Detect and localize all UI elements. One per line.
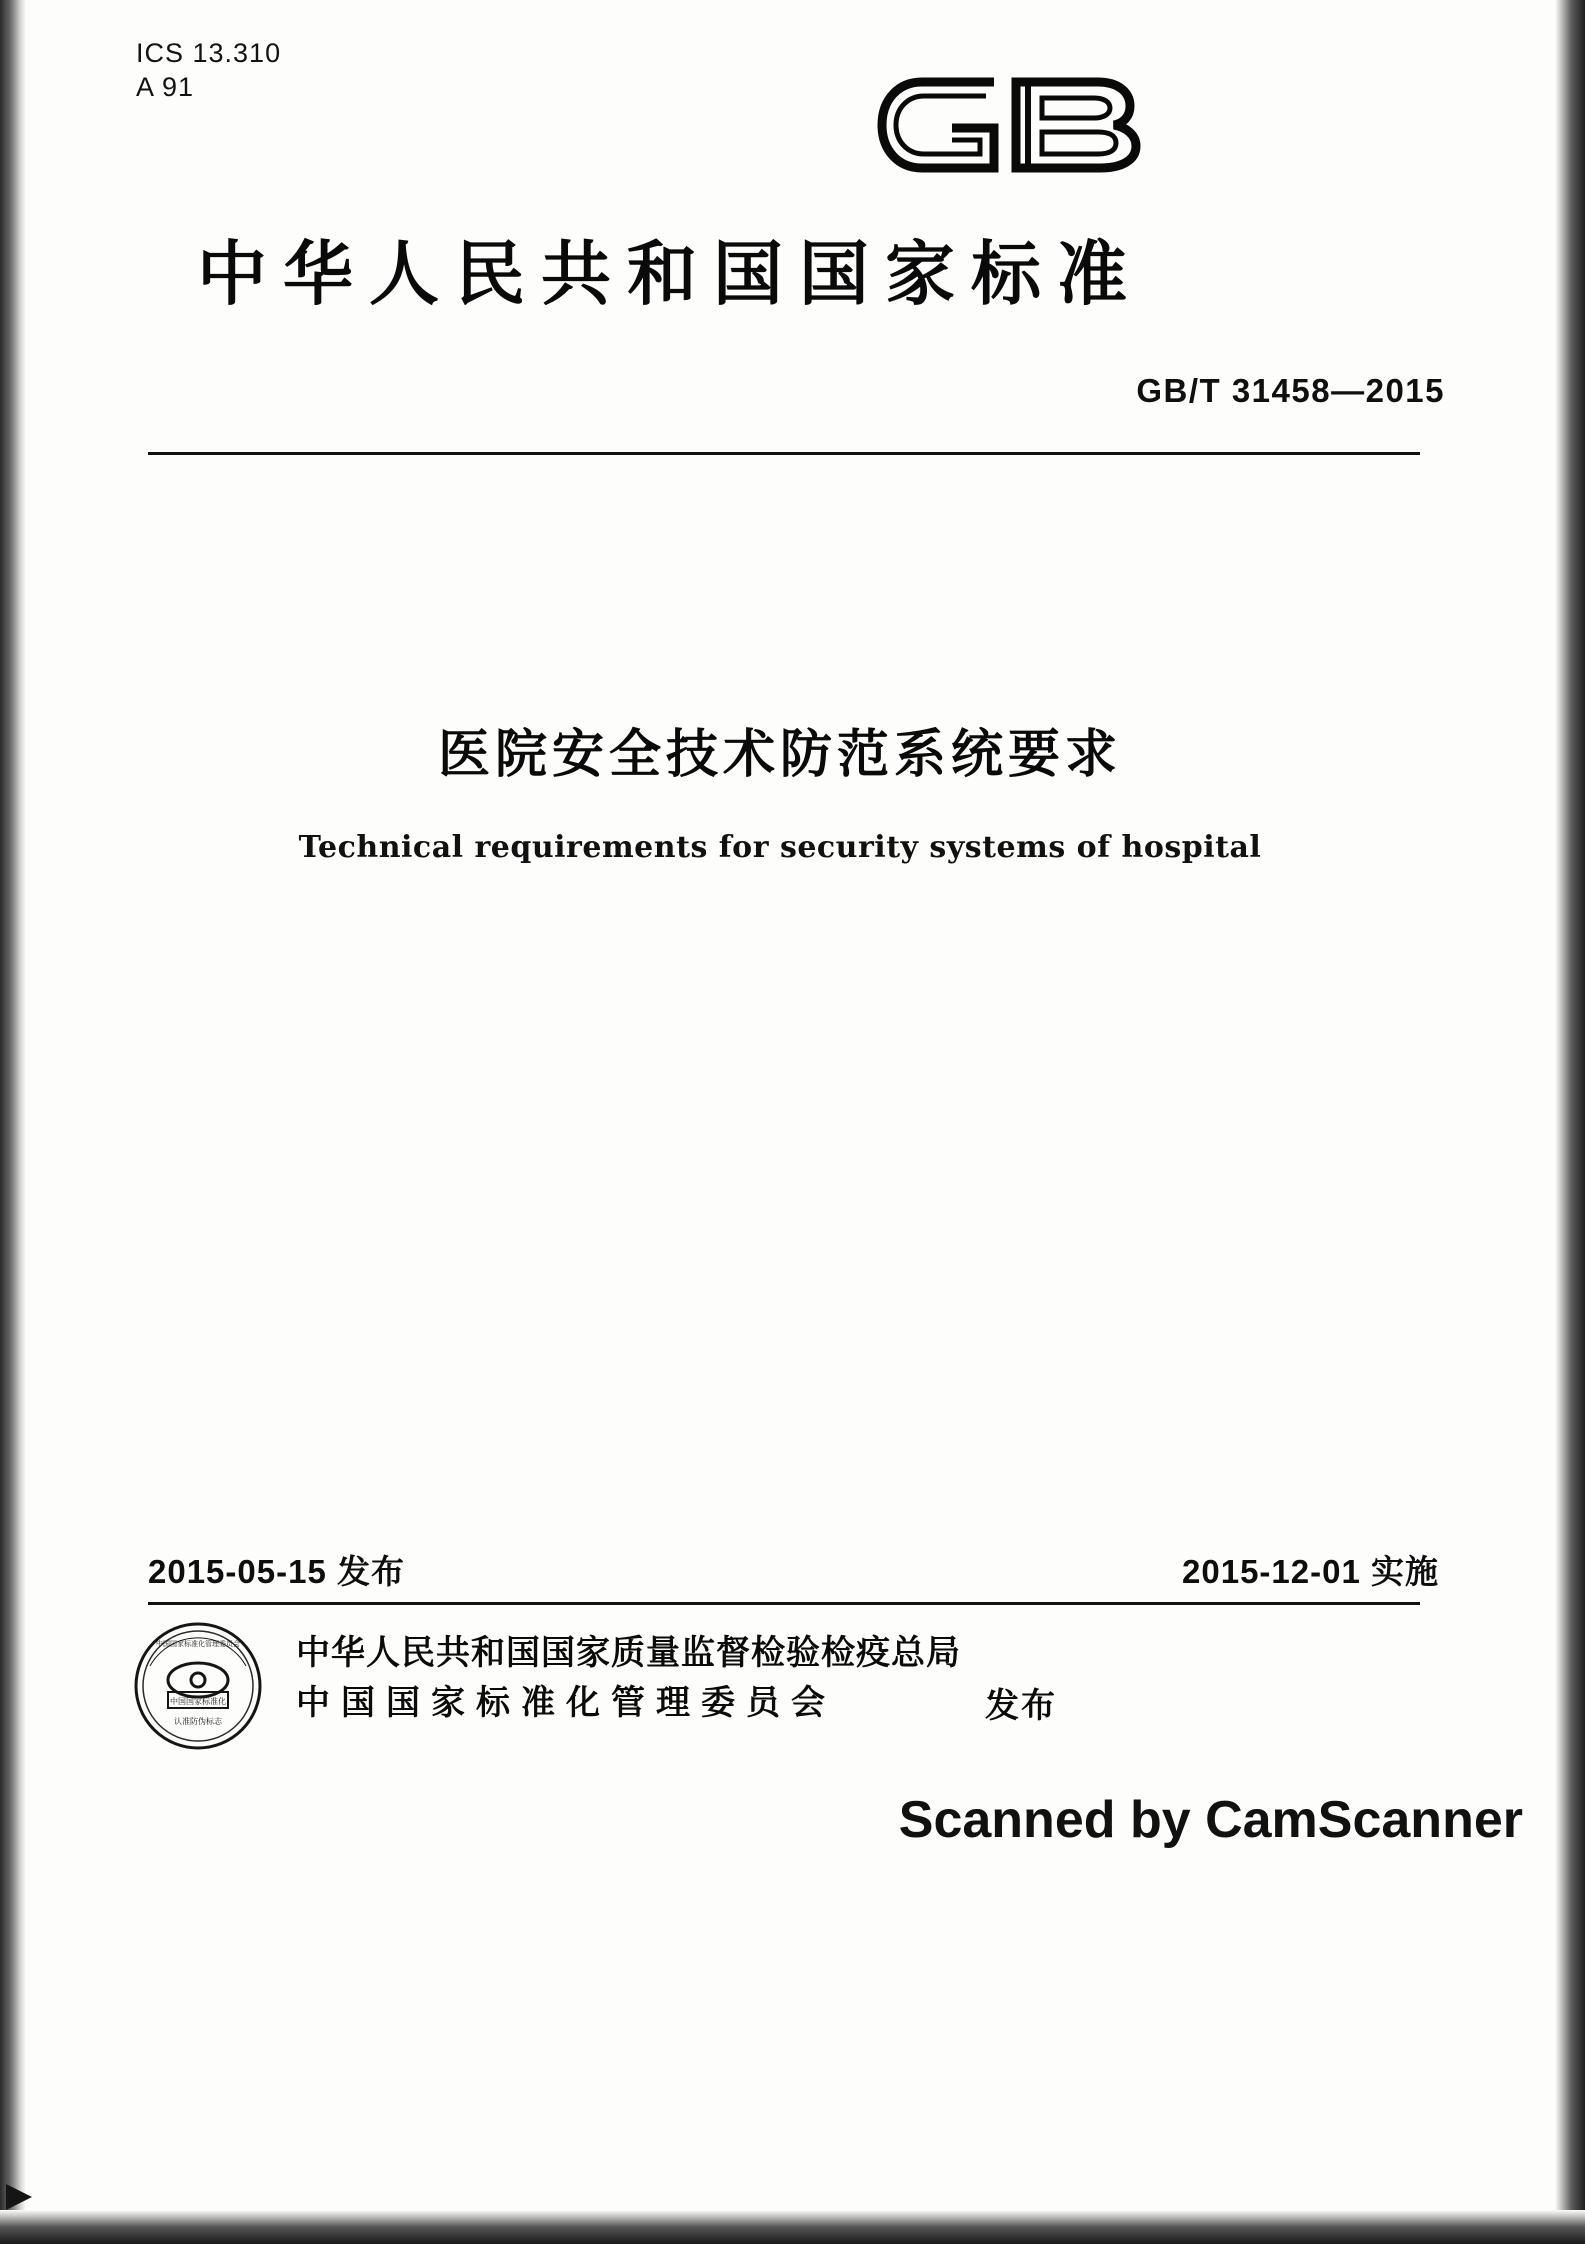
camscanner-watermark: Scanned by CamScanner: [898, 1791, 1523, 1849]
standard-number: GB/T 31458—2015: [1136, 372, 1445, 409]
scan-edge-left: [0, 0, 26, 2244]
ics-classification-block: [136, 36, 281, 104]
gb-emblem-icon: [866, 66, 1156, 184]
publisher-block: [296, 1628, 961, 1728]
header-divider: [148, 452, 1420, 455]
ics-code: ICS 13.310: [136, 38, 282, 68]
scan-edge-bottom: [0, 2210, 1585, 2244]
issue-date: 2015-05-15 发布: [148, 1553, 405, 1590]
footer-divider: [148, 1602, 1420, 1605]
document-title-chinese: 医院安全技术防范系统要求: [437, 725, 1122, 785]
publisher-line-1: 中华人民共和国国家质量监督检验检疫总局: [296, 1633, 961, 1673]
official-seal-icon: [132, 1620, 264, 1752]
svg-text:中国国家标准化: 中国国家标准化: [170, 1697, 226, 1706]
classification-code: A 91: [136, 72, 195, 102]
document-title-english: Technical requirements for security systems of hospital: [298, 830, 1262, 865]
implementation-date: 2015-12-01 实施: [1182, 1553, 1439, 1590]
publisher-line-2: 中国国家标准化管理委员会: [296, 1683, 836, 1723]
national-standard-title: 中华人民共和国国家标准: [197, 233, 1143, 315]
svg-text:认准防伪标志: 认准防伪标志: [174, 1717, 222, 1726]
publish-verb: 发布: [985, 1686, 1057, 1726]
scan-edge-right: [1555, 0, 1585, 2244]
svg-text:中国国家标准化管理委员会: 中国国家标准化管理委员会: [156, 1640, 240, 1648]
